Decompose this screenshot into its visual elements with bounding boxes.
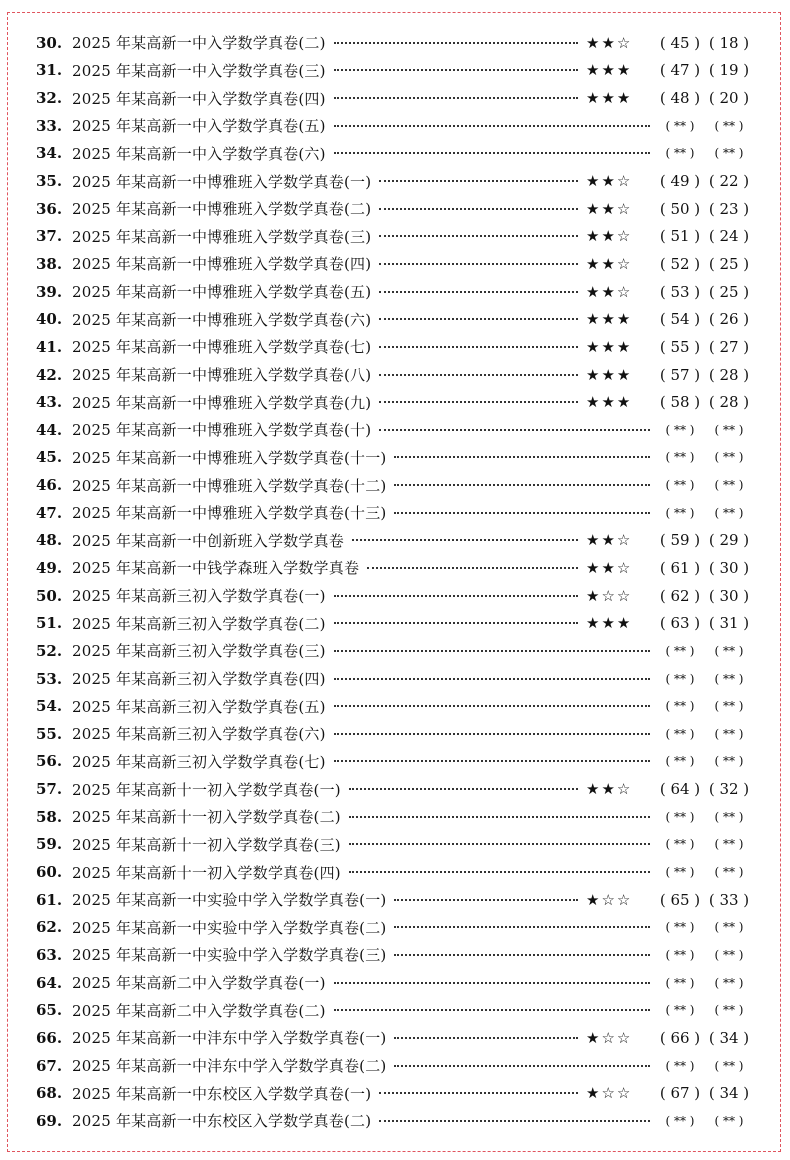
question-page: ( ** ) [665,422,695,437]
toc-entry[interactable] [0,582,790,610]
question-page: ( ** ) [665,450,695,465]
dot-leader [352,539,578,541]
toc-entry[interactable] [0,222,790,250]
answer-page: ( ** ) [714,1003,744,1018]
question-page: ( ** ) [665,699,695,714]
question-page: ( ** ) [665,920,695,935]
entry-title: 2025 年某高新三初入学数学真卷(七) [72,752,326,771]
dot-leader [379,1120,650,1122]
entry-title: 2025 年某高新十一初入学数学真卷(一) [72,780,341,799]
dot-leader [379,374,578,376]
dot-leader [394,484,650,486]
entry-title: 2025 年某高新十一初入学数学真卷(四) [72,863,341,882]
toc-entry[interactable] [0,941,790,969]
question-page: ( 61 ) [659,558,701,577]
difficulty-stars: ★☆☆ [586,1084,633,1103]
answer-page: ( ** ) [714,699,744,714]
dot-leader [379,346,578,348]
answer-page: ( ** ) [714,671,744,686]
dot-leader [334,622,578,624]
difficulty-stars: ★★★ [586,89,633,108]
dot-leader [394,1065,650,1067]
difficulty-stars: ★★☆ [586,254,633,273]
entry-number: 69. [36,1111,63,1130]
dot-leader [379,318,578,320]
toc-entry[interactable] [0,499,790,527]
entry-title: 2025 年某高新二中入学数学真卷(一) [72,974,326,993]
entry-number: 63. [36,945,63,964]
answer-page: ( 32 ) [708,780,750,799]
entry-number: 30. [36,33,63,52]
dot-leader [334,152,650,154]
answer-page: ( ** ) [714,643,744,658]
difficulty-stars: ★★★ [586,337,633,356]
entry-title: 2025 年某高新一中入学数学真卷(四) [72,89,326,108]
question-page: ( 54 ) [659,310,701,329]
entry-number: 47. [36,503,63,522]
dot-leader [334,678,650,680]
entry-title: 2025 年某高新一中博雅班入学数学真卷(十一) [72,448,387,467]
dot-leader [334,650,650,652]
toc-entry[interactable] [0,637,790,665]
dot-leader [334,42,578,44]
dot-leader [334,97,578,99]
answer-page: ( ** ) [714,422,744,437]
entry-number: 49. [36,558,63,577]
question-page: ( ** ) [665,1003,695,1018]
toc-entry[interactable] [0,305,790,333]
entry-title: 2025 年某高新三初入学数学真卷(四) [72,670,326,689]
entry-number: 59. [36,835,63,854]
dot-leader [379,235,578,237]
toc-entry[interactable] [0,1107,790,1135]
toc-entry[interactable] [0,692,790,720]
answer-page: ( 18 ) [708,33,750,52]
entry-title: 2025 年某高新三初入学数学真卷(三) [72,642,326,661]
difficulty-stars: ★★☆ [586,780,633,799]
entry-number: 35. [36,172,63,191]
question-page: ( 62 ) [659,586,701,605]
question-page: ( ** ) [665,1058,695,1073]
question-page: ( ** ) [665,865,695,880]
toc-entry[interactable] [0,527,790,555]
difficulty-stars: ★★★ [586,310,633,329]
entry-number: 64. [36,973,63,992]
toc-entry[interactable] [0,29,790,57]
entry-number: 62. [36,918,63,937]
answer-page: ( ** ) [714,809,744,824]
entry-number: 56. [36,752,63,771]
entry-number: 33. [36,116,63,135]
entry-title: 2025 年某高新十一初入学数学真卷(三) [72,835,341,854]
entry-number: 61. [36,890,63,909]
question-page: ( 51 ) [659,227,701,246]
entry-title: 2025 年某高新一中实验中学入学数学真卷(二) [72,918,387,937]
entry-number: 52. [36,641,63,660]
question-page: ( ** ) [665,726,695,741]
dot-leader [394,926,650,928]
answer-page: ( 34 ) [708,1028,750,1047]
difficulty-stars: ★☆☆ [586,1028,633,1047]
entry-title: 2025 年某高新一中创新班入学数学真卷 [72,531,344,550]
answer-page: ( 24 ) [708,227,750,246]
answer-page: ( 26 ) [708,310,750,329]
question-page: ( ** ) [665,975,695,990]
entry-number: 45. [36,448,63,467]
entry-number: 44. [36,420,63,439]
dot-leader [394,899,578,901]
entry-title: 2025 年某高新二中入学数学真卷(二) [72,1001,326,1020]
answer-page: ( ** ) [714,450,744,465]
entry-number: 65. [36,1001,63,1020]
entry-number: 67. [36,1056,63,1075]
answer-page: ( 20 ) [708,89,750,108]
toc-entry[interactable] [0,720,790,748]
toc-entry[interactable] [0,803,790,831]
entry-title: 2025 年某高新一中博雅班入学数学真卷(七) [72,338,372,357]
answer-page: ( 25 ) [708,282,750,301]
toc-entry[interactable] [0,886,790,914]
difficulty-stars: ★★☆ [586,33,633,52]
toc-entry[interactable] [0,996,790,1024]
toc-entry[interactable] [0,167,790,195]
entry-title: 2025 年某高新三初入学数学真卷(一) [72,587,326,606]
difficulty-stars: ★★★ [586,365,633,384]
entry-number: 40. [36,310,63,329]
table-of-contents [0,29,790,1135]
entry-title: 2025 年某高新三初入学数学真卷(五) [72,697,326,716]
answer-page: ( 30 ) [708,558,750,577]
entry-title: 2025 年某高新一中博雅班入学数学真卷(十) [72,421,372,440]
difficulty-stars: ★★☆ [586,282,633,301]
toc-entry[interactable] [0,388,790,416]
entry-title: 2025 年某高新十一初入学数学真卷(二) [72,808,341,827]
entry-title: 2025 年某高新一中博雅班入学数学真卷(九) [72,393,372,412]
entry-title: 2025 年某高新一中实验中学入学数学真卷(一) [72,891,387,910]
entry-number: 39. [36,282,63,301]
toc-entry[interactable] [0,1024,790,1052]
dot-leader [379,291,578,293]
difficulty-stars: ★★★ [586,61,633,80]
question-page: ( 65 ) [659,890,701,909]
dot-leader [379,401,578,403]
toc-entry[interactable] [0,84,790,112]
answer-page: ( 31 ) [708,614,750,633]
question-page: ( ** ) [665,809,695,824]
question-page: ( ** ) [665,1113,695,1128]
entry-number: 46. [36,476,63,495]
toc-entry[interactable] [0,416,790,444]
dot-leader [379,1092,578,1094]
answer-page: ( ** ) [714,1113,744,1128]
toc-entry[interactable] [0,969,790,997]
entry-number: 51. [36,614,63,633]
answer-page: ( 28 ) [708,393,750,412]
entry-title: 2025 年某高新一中沣东中学入学数学真卷(一) [72,1029,387,1048]
difficulty-stars: ★★☆ [586,558,633,577]
entry-title: 2025 年某高新一中博雅班入学数学真卷(二) [72,200,372,219]
entry-number: 54. [36,697,63,716]
answer-page: ( 27 ) [708,337,750,356]
difficulty-stars: ★☆☆ [586,586,633,605]
entry-title: 2025 年某高新一中入学数学真卷(三) [72,61,326,80]
entry-title: 2025 年某高新一中入学数学真卷(五) [72,117,326,136]
toc-entry[interactable] [0,831,790,859]
toc-entry[interactable] [0,665,790,693]
toc-entry[interactable] [0,748,790,776]
entry-title: 2025 年某高新一中入学数学真卷(六) [72,144,326,163]
toc-entry[interactable] [0,775,790,803]
toc-entry[interactable] [0,112,790,140]
toc-entry[interactable] [0,278,790,306]
entry-title: 2025 年某高新一中入学数学真卷(二) [72,34,326,53]
question-page: ( ** ) [665,754,695,769]
dot-leader [349,816,650,818]
difficulty-stars: ★★☆ [586,531,633,550]
entry-title: 2025 年某高新一中东校区入学数学真卷(一) [72,1084,372,1103]
dot-leader [394,954,650,956]
question-page: ( ** ) [665,118,695,133]
answer-page: ( ** ) [714,1058,744,1073]
entry-title: 2025 年某高新一中博雅班入学数学真卷(三) [72,227,372,246]
entry-number: 34. [36,144,63,163]
answer-page: ( ** ) [714,754,744,769]
entry-number: 58. [36,807,63,826]
entry-number: 48. [36,531,63,550]
question-page: ( 66 ) [659,1028,701,1047]
toc-entry[interactable] [0,1052,790,1080]
answer-page: ( ** ) [714,975,744,990]
answer-page: ( 25 ) [708,254,750,273]
entry-number: 42. [36,365,63,384]
entry-number: 31. [36,61,63,80]
entry-number: 60. [36,863,63,882]
dot-leader [394,1037,578,1039]
entry-title: 2025 年某高新一中东校区入学数学真卷(二) [72,1112,372,1131]
difficulty-stars: ★☆☆ [586,890,633,909]
entry-number: 43. [36,393,63,412]
dot-leader [379,429,650,431]
difficulty-stars: ★★☆ [586,199,633,218]
toc-entry[interactable] [0,444,790,472]
answer-page: ( 19 ) [708,61,750,80]
toc-entry[interactable] [0,914,790,942]
question-page: ( 53 ) [659,282,701,301]
dot-leader [334,1009,650,1011]
entry-number: 32. [36,89,63,108]
question-page: ( ** ) [665,671,695,686]
question-page: ( 48 ) [659,89,701,108]
entry-title: 2025 年某高新一中博雅班入学数学真卷(十二) [72,476,387,495]
question-page: ( ** ) [665,837,695,852]
dot-leader [379,263,578,265]
answer-page: ( 23 ) [708,199,750,218]
entry-title: 2025 年某高新一中博雅班入学数学真卷(八) [72,366,372,384]
entry-number: 66. [36,1028,63,1047]
entry-number: 68. [36,1084,63,1103]
question-page: ( ** ) [665,643,695,658]
difficulty-stars: ★★★ [586,393,633,412]
question-page: ( 57 ) [659,365,701,384]
toc-entry[interactable] [0,333,790,361]
question-page: ( 52 ) [659,254,701,273]
question-page: ( 59 ) [659,531,701,550]
dot-leader [394,512,650,514]
entry-number: 53. [36,669,63,688]
entry-title: 2025 年某高新一中博雅班入学数学真卷(六) [72,310,372,329]
toc-entry[interactable] [0,250,790,278]
entry-title: 2025 年某高新一中博雅班入学数学真卷(十三) [72,504,387,523]
entry-number: 37. [36,227,63,246]
toc-entry[interactable] [0,361,790,389]
entry-number: 36. [36,199,63,218]
question-page: ( 50 ) [659,199,701,218]
dot-leader [394,456,650,458]
entry-title: 2025 年某高新一中钱学森班入学数学真卷 [72,559,360,578]
answer-page: ( ** ) [714,947,744,962]
question-page: ( 49 ) [659,172,701,191]
entry-title: 2025 年某高新一中博雅班入学数学真卷(四) [72,255,372,274]
dot-leader [367,567,578,569]
answer-page: ( 34 ) [708,1084,750,1103]
dot-leader [349,843,650,845]
question-page: ( 55 ) [659,337,701,356]
toc-entry[interactable] [0,1079,790,1107]
entry-number: 57. [36,780,63,799]
answer-page: ( ** ) [714,865,744,880]
toc-entry[interactable] [0,609,790,637]
answer-page: ( ** ) [714,118,744,133]
answer-page: ( ** ) [714,837,744,852]
entry-number: 41. [36,337,63,356]
dot-leader [334,125,650,127]
toc-entry[interactable] [0,554,790,582]
toc-entry[interactable] [0,471,790,499]
dot-leader [379,208,578,210]
dot-leader [349,871,650,873]
answer-page: ( 30 ) [708,586,750,605]
entry-number: 55. [36,724,63,743]
question-page: ( ** ) [665,505,695,520]
answer-page: ( ** ) [714,146,744,161]
entry-title: 2025 年某高新三初入学数学真卷(二) [72,614,326,633]
answer-page: ( 22 ) [708,172,750,191]
question-page: ( 64 ) [659,780,701,799]
dot-leader [379,180,578,182]
answer-page: ( ** ) [714,505,744,520]
question-page: ( 63 ) [659,614,701,633]
entry-title: 2025 年某高新一中实验中学入学数学真卷(三) [72,946,387,965]
dot-leader [334,733,650,735]
difficulty-stars: ★★★ [586,614,633,633]
entry-title: 2025 年某高新三初入学数学真卷(六) [72,725,326,744]
toc-entry[interactable] [0,858,790,886]
question-page: ( 47 ) [659,61,701,80]
question-page: ( 58 ) [659,393,701,412]
difficulty-stars: ★★☆ [586,227,633,246]
answer-page: ( ** ) [714,478,744,493]
entry-title: 2025 年某高新一中沣东中学入学数学真卷(二) [72,1057,387,1076]
answer-page: ( 33 ) [708,890,750,909]
toc-entry[interactable] [0,140,790,168]
dot-leader [349,788,578,790]
entry-title: 2025 年某高新一中博雅班入学数学真卷(一) [72,172,372,191]
question-page: ( 45 ) [659,33,701,52]
answer-page: ( 28 ) [708,365,750,384]
question-page: ( ** ) [665,478,695,493]
answer-page: ( ** ) [714,920,744,935]
dot-leader [334,69,578,71]
difficulty-stars: ★★☆ [586,172,633,191]
dot-leader [334,705,650,707]
toc-entry[interactable] [0,195,790,223]
toc-entry[interactable] [0,57,790,85]
dot-leader [334,595,578,597]
entry-number: 38. [36,254,63,273]
question-page: ( ** ) [665,146,695,161]
question-page: ( 67 ) [659,1084,701,1103]
dot-leader [334,982,650,984]
entry-number: 50. [36,586,63,605]
dot-leader [334,760,650,762]
answer-page: ( ** ) [714,726,744,741]
entry-title: 2025 年某高新一中博雅班入学数学真卷(五) [72,283,372,302]
answer-page: ( 29 ) [708,531,750,550]
question-page: ( ** ) [665,947,695,962]
